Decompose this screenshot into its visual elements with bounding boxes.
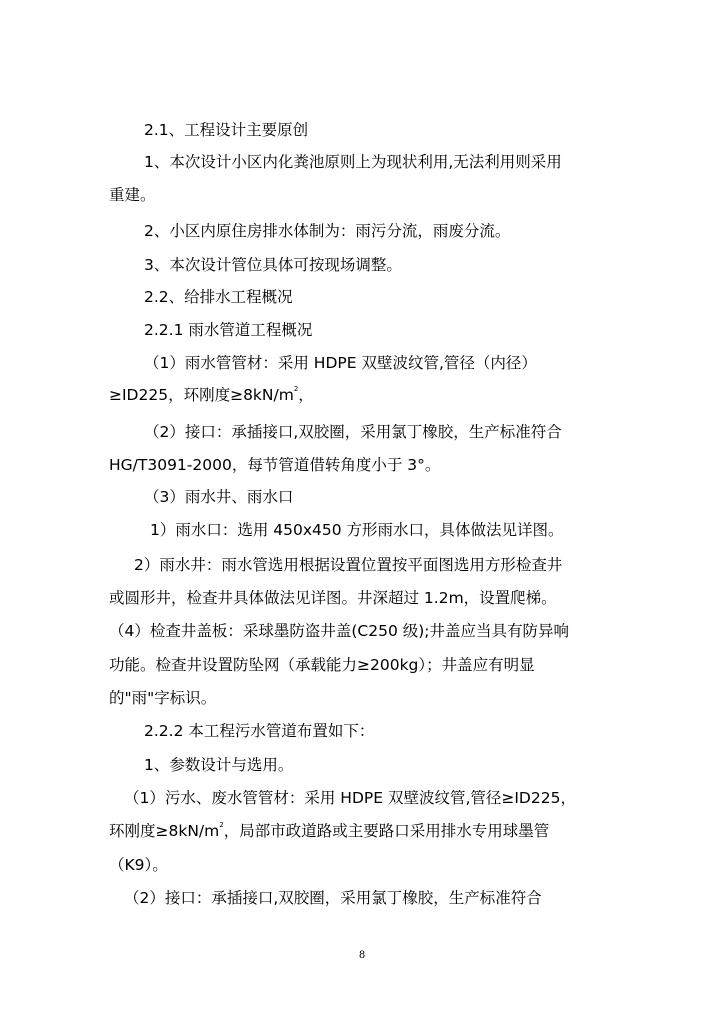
paragraph-line: 的"雨"字标识。 bbox=[109, 689, 217, 707]
paragraph-line: 或圆形井，检查井具体做法见详图。井深超过 1.2m，设置爬梯。 bbox=[109, 589, 557, 607]
paragraph-line: （1）污水、废水管管材：采用 HDPE 双壁波纹管,管径≥ID225， bbox=[124, 789, 576, 807]
paragraph-line: HG/T3091-2000，每节管道借转角度小于 3°。 bbox=[109, 456, 441, 474]
line-text: 环刚度≥8kN/m bbox=[109, 822, 220, 840]
paragraph-line: 1、参数设计与选用。 bbox=[144, 756, 294, 774]
superscript: 2 bbox=[293, 385, 299, 393]
paragraph-line: 2）雨水井：雨水管选用根据设置位置按平面图选用方形检查井 bbox=[134, 556, 563, 574]
paragraph-line: （2）接口：承插接口,双胶圈，采用氯丁橡胶，生产标准符合 bbox=[124, 889, 542, 907]
section-heading-2-1: 2.1、工程设计主要原创 bbox=[144, 121, 309, 139]
section-heading-2-2-1: 2.2.1 雨水管道工程概况 bbox=[144, 321, 313, 339]
paragraph-line: （1）雨水管管材：采用 HDPE 双壁波纹管,管径（内径） bbox=[144, 354, 537, 372]
line-tail: ， bbox=[298, 386, 314, 404]
paragraph-line: （K9）。 bbox=[109, 856, 168, 874]
paragraph-line: （4）检查井盖板：采球墨防盗井盖(C250 级);井盖应当具有防异响 bbox=[109, 622, 570, 640]
paragraph-line: 重建。 bbox=[109, 186, 156, 204]
paragraph-line: 1、本次设计小区内化粪池原则上为现状利用,无法利用则采用 bbox=[144, 153, 562, 171]
line-tail: ，局部市政道路或主要路口采用排水专用球墨管 bbox=[223, 822, 550, 840]
paragraph-line: 1）雨水口：选用 450x450 方形雨水口，具体做法见详图。 bbox=[150, 521, 564, 539]
line-text: ≥ID225，环刚度≥8kN/m bbox=[109, 386, 294, 404]
section-heading-2-2-2: 2.2.2 本工程污水管道布置如下： bbox=[144, 722, 375, 740]
paragraph-line: 3、本次设计管位具体可按现场调整。 bbox=[144, 256, 402, 274]
superscript: 2 bbox=[219, 821, 224, 829]
paragraph-line-with-superscript bbox=[109, 385, 314, 405]
paragraph-line-with-superscript bbox=[109, 821, 549, 841]
paragraph-line: 2、小区内原住房排水体制为：雨污分流，雨废分流。 bbox=[144, 222, 511, 240]
section-heading-2-2: 2.2、给排水工程概况 bbox=[144, 288, 293, 306]
paragraph-line: 功能。检查井设置防坠网（承载能力≥200kg）；井盖应有明显 bbox=[109, 656, 535, 674]
paragraph-line: （2）接口：承插接口,双胶圈，采用氯丁橡胶，生产标准符合 bbox=[144, 423, 562, 441]
paragraph-line: （3）雨水井、雨水口 bbox=[144, 488, 294, 506]
page-number: 8 bbox=[358, 950, 366, 961]
